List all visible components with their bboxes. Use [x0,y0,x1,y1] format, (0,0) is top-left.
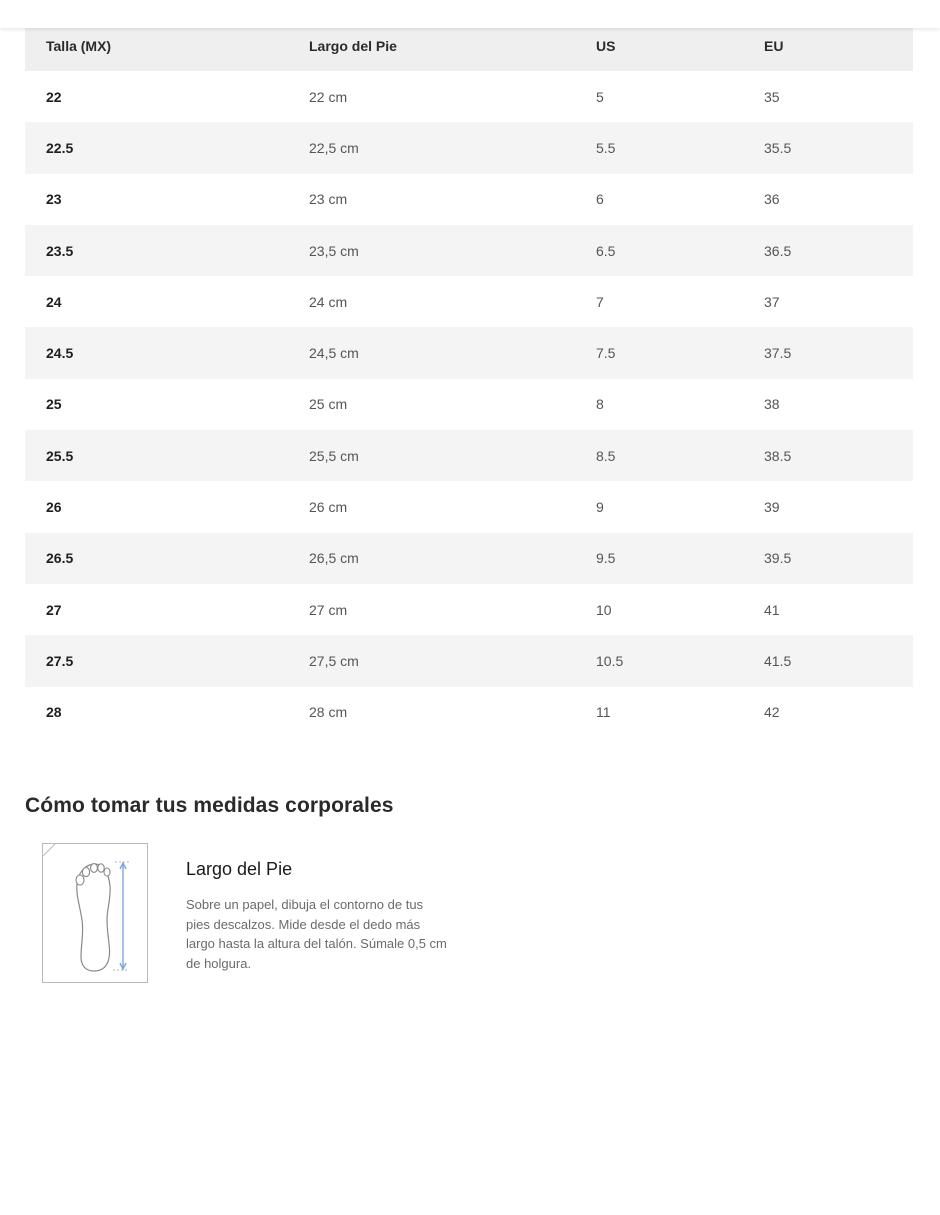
cell-us: 10.5 [596,652,624,669]
table-row [25,225,913,276]
cell-largo-del-pie: 26 cm [309,499,348,516]
cell-us: 6.5 [596,242,616,259]
cell-talla-mx: 24.5 [46,345,74,362]
cell-eu: 37 [764,293,780,310]
size-chart-table [25,20,913,738]
cell-largo-del-pie: 23 cm [309,191,348,208]
cell-largo-del-pie: 23,5 cm [309,242,359,259]
cell-talla-mx: 27 [46,601,62,618]
table-row [25,122,913,173]
cell-us: 5 [596,88,604,105]
foot-measure-icon [42,843,148,983]
cell-us: 10 [596,601,612,618]
cell-eu: 35.5 [764,139,792,156]
table-row [25,276,913,327]
cell-largo-del-pie: 26,5 cm [309,550,359,567]
cell-largo-del-pie: 24,5 cm [309,345,359,362]
cell-largo-del-pie: 27 cm [309,601,348,618]
cell-talla-mx: 26.5 [46,550,74,567]
table-row [25,635,913,686]
cell-eu: 42 [764,704,780,721]
cell-eu: 41 [764,601,780,618]
cell-us: 8 [596,396,604,413]
cell-us: 6 [596,191,604,208]
cell-us: 9 [596,499,604,516]
table-row [25,174,913,225]
cell-eu: 38.5 [764,447,792,464]
table-row [25,584,913,635]
cell-talla-mx: 28 [46,704,62,721]
cell-largo-del-pie: 27,5 cm [309,652,359,669]
table-row [25,71,913,122]
cell-talla-mx: 25.5 [46,447,74,464]
header-largo-del-pie: Largo del Pie [309,37,397,54]
table-body [25,71,913,738]
cell-us: 9.5 [596,550,616,567]
cell-talla-mx: 25 [46,396,62,413]
table-row [25,687,913,738]
cell-us: 7 [596,293,604,310]
cell-largo-del-pie: 22,5 cm [309,139,359,156]
header-us: US [596,37,616,54]
cell-talla-mx: 27.5 [46,652,74,669]
cell-talla-mx: 23.5 [46,242,74,259]
cell-eu: 39.5 [764,550,792,567]
cell-us: 5.5 [596,139,616,156]
cell-eu: 38 [764,396,780,413]
cell-eu: 36.5 [764,242,792,259]
cell-eu: 35 [764,88,780,105]
cell-largo-del-pie: 25 cm [309,396,348,413]
cell-eu: 41.5 [764,652,792,669]
cell-largo-del-pie: 24 cm [309,293,348,310]
cell-talla-mx: 22.5 [46,139,74,156]
cell-eu: 37.5 [764,345,792,362]
cell-us: 8.5 [596,447,616,464]
table-row [25,327,913,378]
table-row [25,481,913,532]
cell-talla-mx: 26 [46,499,62,516]
cell-eu: 36 [764,191,780,208]
table-row [25,533,913,584]
measure-item-description: Sobre un papel, dibuja el contorno de tus pies descalzos. Mide desde el dedo más largo hasta la altura del talón. Súmale 0,5 cm de holgura. [186,897,447,971]
cell-eu: 39 [764,499,780,516]
measure-item-title: Largo del Pie [186,859,293,879]
cell-us: 7.5 [596,345,616,362]
cell-talla-mx: 23 [46,191,62,208]
cell-talla-mx: 24 [46,293,62,310]
cell-largo-del-pie: 22 cm [309,88,348,105]
top-bar [0,0,940,28]
table-row [25,430,913,481]
cell-talla-mx: 22 [46,88,62,105]
cell-largo-del-pie: 28 cm [309,704,348,721]
foot-illustration [43,844,149,984]
header-eu: EU [764,37,784,54]
cell-largo-del-pie: 25,5 cm [309,447,359,464]
section-title: Cómo tomar tus medidas corporales [25,794,394,817]
header-talla-mx: Talla (MX) [46,37,112,54]
cell-us: 11 [596,704,611,721]
table-row [25,379,913,430]
